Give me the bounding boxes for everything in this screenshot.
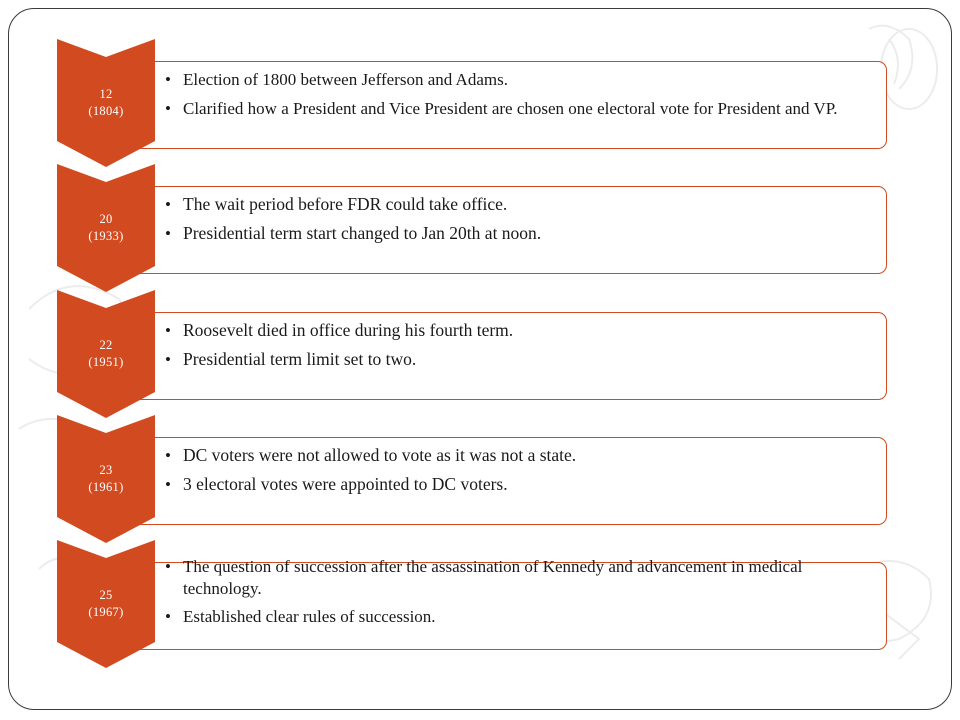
bullet-item: • Presidential term limit set to two.	[159, 349, 879, 371]
bullet-item: • Presidential term start changed to Jan 20th at noon.	[159, 223, 879, 245]
amendment-year: (1804)	[88, 104, 124, 118]
bullet-item: • Election of 1800 between Jefferson and Adams.	[159, 69, 879, 91]
chevron-label	[57, 540, 155, 668]
row-amendment-23	[9, 415, 952, 545]
row-amendment-25	[9, 540, 952, 670]
amendment-number: 23	[99, 463, 113, 477]
bullet-list	[159, 320, 879, 377]
bullet-list	[159, 69, 879, 126]
bullet-list	[159, 556, 879, 635]
bullet-item: • Established clear rules of succession.	[159, 606, 879, 628]
row-amendment-22	[9, 290, 952, 420]
amendment-number: 20	[99, 212, 113, 226]
slide-frame	[8, 8, 952, 710]
bullet-item: • The question of succession after the assassination of Kennedy and advancement in medical technology.	[159, 556, 879, 599]
amendment-year: (1967)	[88, 605, 124, 619]
amendment-number: 25	[99, 588, 113, 602]
row-amendment-12	[9, 39, 952, 169]
bullet-item: • 3 electoral votes were appointed to DC voters.	[159, 474, 879, 496]
bullet-item: • DC voters were not allowed to vote as it was not a state.	[159, 445, 879, 467]
chevron-label	[57, 164, 155, 292]
bullet-item: • Clarified how a President and Vice President are chosen one electoral vote for President and VP.	[159, 98, 879, 120]
bullet-item: • The wait period before FDR could take office.	[159, 194, 879, 216]
amendment-number: 22	[99, 338, 113, 352]
amendment-year: (1961)	[88, 480, 124, 494]
row-amendment-20	[9, 164, 952, 294]
chevron-label	[57, 415, 155, 543]
chevron-label	[57, 290, 155, 418]
bullet-list	[159, 194, 879, 251]
amendment-year: (1933)	[88, 229, 124, 243]
amendment-year: (1951)	[88, 355, 124, 369]
bullet-list	[159, 445, 879, 502]
bullet-item: • Roosevelt died in office during his fourth term.	[159, 320, 879, 342]
amendment-number: 12	[99, 87, 113, 101]
chevron-label	[57, 39, 155, 167]
